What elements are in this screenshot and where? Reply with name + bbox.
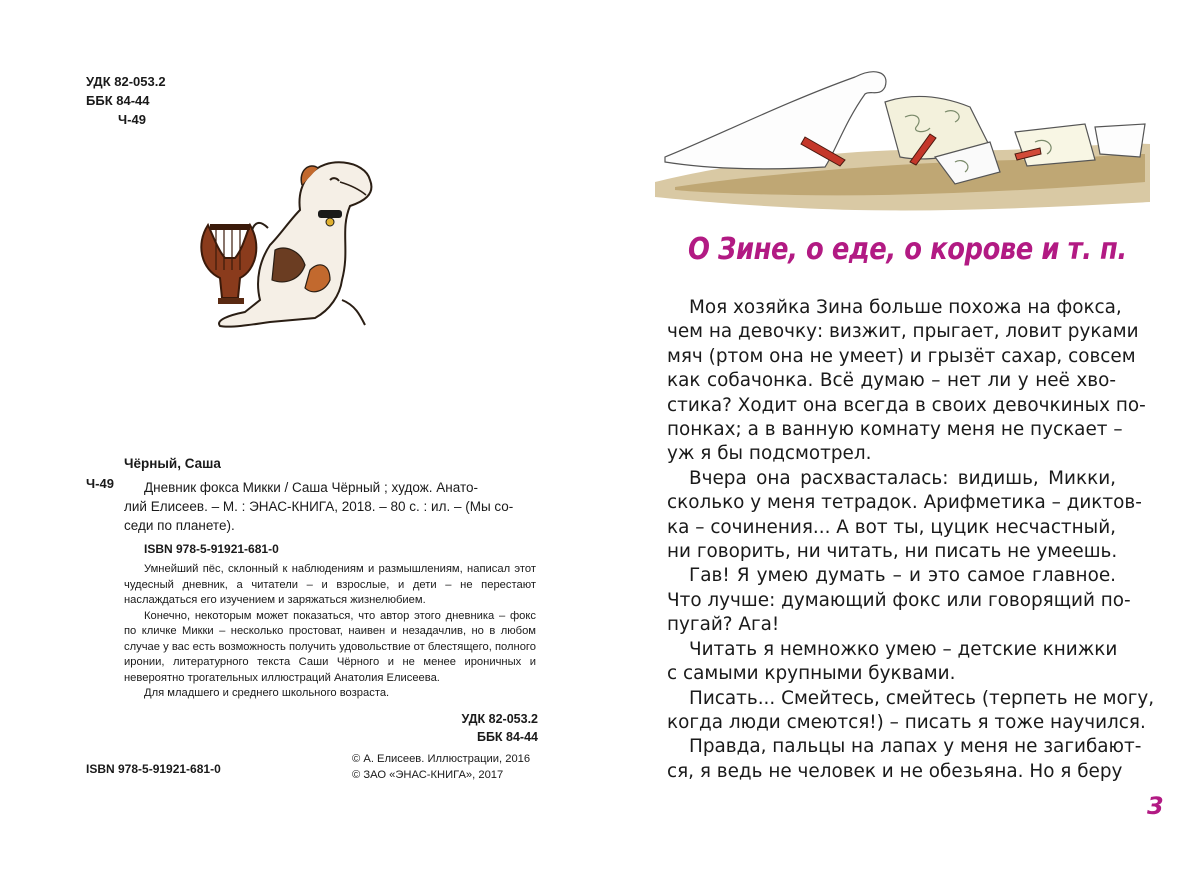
text-line: чем на девочку: визжит, прыгает, ловит руками: [667, 321, 1139, 343]
isbn-bottom: ISBN 978-5-91921-681-0: [86, 762, 221, 776]
text-line: Гав! Я умею думать – и это самое главное.: [689, 565, 1116, 587]
text-line: мяч (ртом она не умеет) и грызёт сахар, совсем: [667, 345, 1136, 367]
card-description-line: лий Елисеев. – М. : ЭНАС-КНИГА, 2018. – 80 с. : ил. – (Мы со-: [124, 499, 514, 514]
text-line: пугай? Ага!: [667, 614, 780, 636]
text-line: Моя хозяйка Зина больше похожа на фокса,: [689, 297, 1122, 318]
card-isbn: ISBN 978-5-91921-681-0: [144, 542, 279, 556]
udk-code: УДК 82-053.2: [86, 74, 166, 89]
card-annotation: [124, 562, 536, 702]
text-line: ся, я ведь не человек и не обезьяна. Но я беру: [667, 760, 1123, 782]
papers-and-pencils-illustration: [655, 62, 1150, 212]
dog-with-lyre-illustration: [190, 150, 390, 355]
text-line: Писать... Смейтесь, смейтесь (терпеть не могу,: [689, 687, 1155, 709]
chapter-title: О Зине, о еде, о корове и т. п.: [688, 232, 1127, 267]
text-line: Вчера она расхвасталась: видишь, Микки,: [689, 467, 1116, 489]
card-call-number: Ч-49: [86, 476, 114, 491]
page-number: 3: [1147, 792, 1164, 820]
text-line: Читать я немножко умею – детские книжки: [689, 638, 1118, 660]
text-line: Правда, пальцы на лапах у меня не загибают-: [689, 736, 1142, 758]
copyright-block: [352, 752, 530, 783]
lyre-icon: [201, 224, 256, 304]
card-description-line: Дневник фокса Микки / Саша Чёрный ; худож. Анато-: [144, 480, 478, 495]
card-description: [124, 475, 536, 535]
card-description-line: седи по планете).: [124, 518, 235, 533]
annotation-paragraph: Для младшего и среднего школьного возраста.: [144, 687, 390, 699]
card-bbk-code: ББК 84-44: [476, 730, 538, 744]
annotation-paragraph: Умнейший пёс, склонный к наблюдениям и размышлениям, написал этот чудесный дневник, а читатели – и взрослые, и дети – не перестают наслаждаться его изучением и заряжаться жизнелюбием.: [124, 563, 536, 606]
annotation-paragraph: Конечно, некоторым может показаться, что автор этого дневника – фокс по кличке Микки – несколько простоват, наивен и незадачлив, но в любом случае у вас есть возможность получить удовольствие от блестящего, полного иронии, литературного текста Саши Чёрного и не менее ироничных и невероятно трогательных иллюстраций Анатолия Елисеева.: [124, 609, 536, 684]
text-line: сколько у меня тетрадок. Арифметика – диктов-: [667, 492, 1142, 514]
text-line: ни говорить, ни читать, ни писать не умеешь.: [667, 541, 1118, 563]
text-line: ка – сочинения... А вот ты, цуцик несчастный,: [667, 516, 1116, 538]
text-line: с самыми крупными буквами.: [667, 663, 956, 685]
card-codes-right: [462, 710, 539, 746]
author-mark-code: Ч-49: [118, 112, 146, 127]
text-line: когда люди смеются!) – писать я тоже научился.: [667, 711, 1146, 733]
text-line: стика? Ходит она всегда в своих девочкиных по-: [667, 394, 1146, 416]
text-line: Что лучше: думающий фокс или говорящий по-: [667, 589, 1131, 611]
text-line: уж я бы подсмотрел.: [667, 443, 872, 465]
text-line: как собачонка. Всё думаю – нет ли у неё хво-: [667, 370, 1116, 392]
card-udk-code: УДК 82-053.2: [461, 712, 538, 726]
copyright-line: © А. Елисеев. Иллюстрации, 2016: [352, 753, 531, 765]
bbk-code: ББК 84-44: [86, 93, 150, 108]
card-author-heading: Чёрный, Саша: [124, 456, 221, 471]
chapter-body-text: [667, 296, 1155, 784]
copyright-line: © ЗАО «ЭНАС-КНИГА», 2017: [352, 768, 504, 781]
text-line: понках; а в ванную комнату меня не пускает –: [667, 419, 1123, 441]
udk-bbk-codes: [86, 72, 166, 129]
